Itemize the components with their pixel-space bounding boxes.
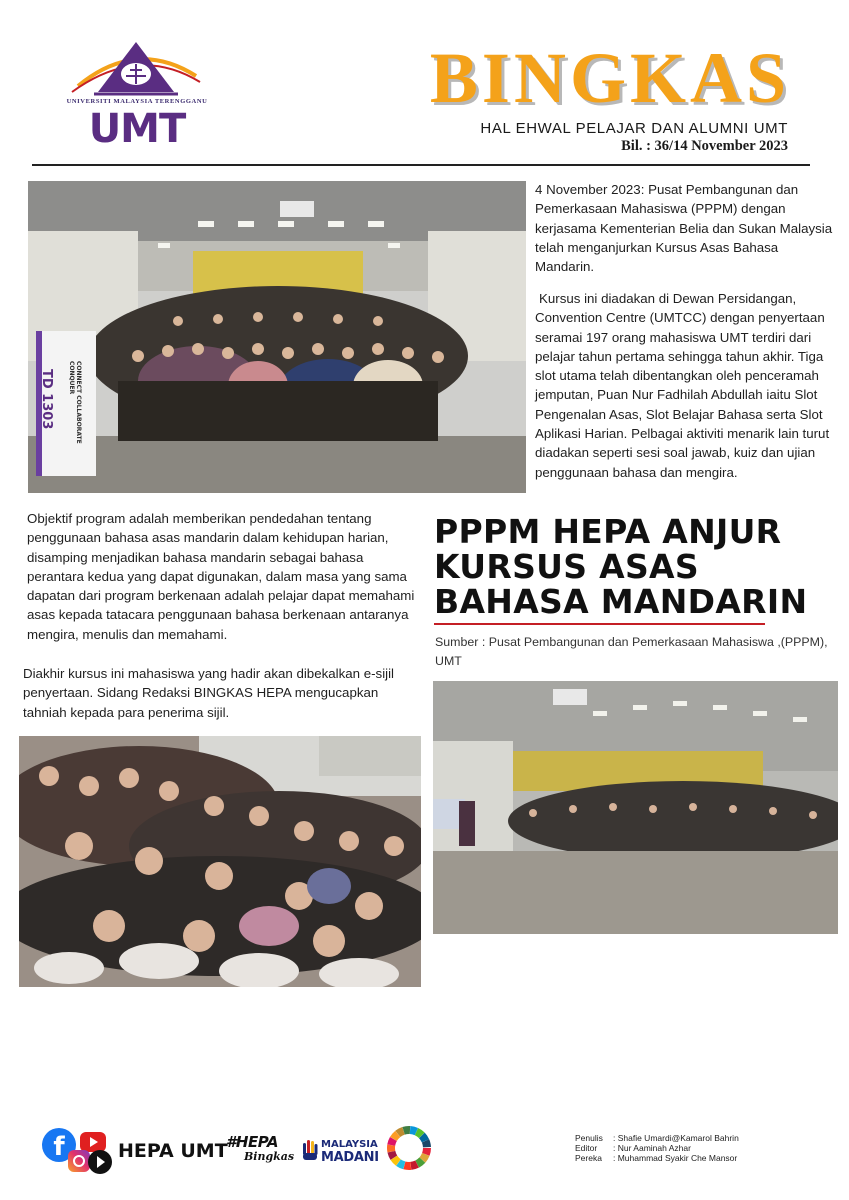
issue-number: Bil. : 36/14 November 2023 — [621, 138, 788, 154]
credit-label: Penulis — [575, 1133, 603, 1143]
social-icons — [40, 1128, 112, 1176]
umt-crest-icon — [68, 36, 204, 98]
hepa-bingkas-logo — [226, 1133, 294, 1171]
banner-code: TD 1303 — [39, 369, 54, 430]
article-closing: Diakhir kursus ini mahasiswa yang hadir akan dibekalkan e-sijil penyertaan. Sidang Redaksi BINGKAS HEPA mengucapkan tahniah kepada para penerima sijil. — [23, 666, 395, 720]
article-headline: PPPM HEPA ANJUR KURSUS ASAS BAHASA MANDARIN — [434, 512, 808, 621]
umt-logo — [62, 36, 212, 152]
madani-top-text: MALAYSIA — [321, 1139, 378, 1150]
credit-row-writer — [575, 1133, 739, 1143]
hall-photo — [433, 681, 838, 934]
article-intro: 4 November 2023: Pusat Pembangunan dan Pemerkasaan Mahasiswa (PPPM) dengan kerjasama Kementerian Belia dan Sukan Malaysia telah menganjurkan Kursus Asas Bahasa Mandarin. — [535, 182, 833, 275]
article-objective: Objektif program adalah memberikan pendedahan tentang penggunaan bahasa asas mandarin dalam kehidupan harian, disamping menjadikan bahasa mandarin sebagai bahasa perantara kedua yang dapat digunakan, dalam masa yang sama dapatan dari program berkenaan adalah pelajar dapat memahami asas kepada tatacara penggunaan bahasa berkenaan antaranya mengira, menulis dan memahami. — [27, 511, 415, 642]
hand-emblem-icon — [302, 1139, 318, 1161]
credit-value: : Shafie Umardi@Kamarol Bahrin — [613, 1133, 739, 1143]
hepa-bingkas-script: Bingkas — [244, 1150, 295, 1163]
credit-label: Editor — [575, 1143, 598, 1154]
credit-row-designer — [575, 1153, 739, 1163]
credit-value: : Muhammad Syakir Che Mansor — [613, 1153, 738, 1164]
facebook-icon[interactable]: f — [42, 1128, 76, 1162]
credits — [575, 1133, 739, 1164]
youtube-icon[interactable] — [80, 1132, 106, 1152]
header-divider — [32, 164, 810, 166]
credit-label: Pereka — [575, 1153, 602, 1164]
headline-underline — [434, 623, 765, 625]
instagram-icon[interactable] — [68, 1150, 90, 1172]
malaysia-madani-logo — [302, 1133, 378, 1167]
newsletter-subtitle: HAL EHWAL PELAJAR DAN ALUMNI UMT — [480, 120, 788, 137]
university-name: UNIVERSITI MALAYSIA TERENGGANU — [66, 98, 208, 105]
newsletter-title: BINGKAS — [429, 38, 790, 118]
participants-photo — [19, 736, 421, 987]
sdg-wheel-icon — [385, 1124, 433, 1172]
university-abbr: UMT — [88, 106, 186, 152]
banner-slogan: CONNECT COLLABORATE CONQUER — [68, 361, 82, 444]
brand-name: HEPA UMT — [118, 1140, 228, 1162]
hepa-bingkas-tag: #HEPA — [226, 1133, 278, 1151]
credit-value: : Nur Aaminah Azhar — [613, 1143, 691, 1154]
group-photo — [28, 181, 526, 493]
article-detail: Kursus ini diadakan di Dewan Persidangan, Convention Centre (UMTCC) dengan penyertaan seramai 197 orang mahasiswa UMT terdiri dari pelajar tahun pertama sehingga tahun akhir. Tiga slot utama telah dibentangkan oleh penceramah jemputan, Puan Nur Fadhilah Abdullah iaitu Slot Pengenalan Asas, Slot Belajar Bahasa serta Slot Aplikasi Harian. Pelbagai aktiviti menarik lain turut diadakan seperti sesi soal jawab, kuiz dan ujian penggunaan bahasa dan mengira. — [535, 291, 830, 480]
masthead — [420, 38, 790, 158]
madani-bottom-text: MADANI — [321, 1150, 379, 1165]
article-source: Sumber : Pusat Pembangunan dan Pemerkasaan Mahasiswa ,(PPPM), UMT — [435, 635, 828, 668]
play-icon[interactable] — [88, 1150, 112, 1174]
credit-row-editor — [575, 1143, 739, 1153]
